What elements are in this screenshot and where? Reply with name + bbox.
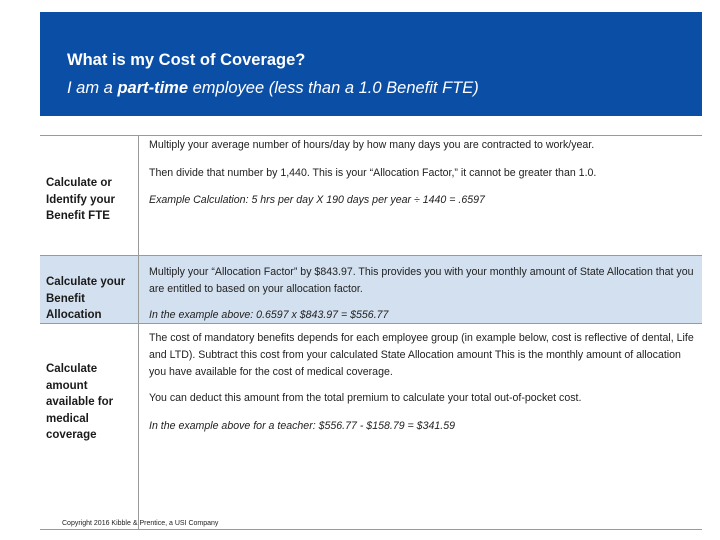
page-title: What is my Cost of Coverage? bbox=[67, 51, 306, 69]
example-text: In the example above for a teacher: $556.77 - $158.79 = $341.59 bbox=[149, 420, 455, 432]
row-text: The cost of mandatory benefits depends for each employee group (in example below, cost is reflective of dental, Life and LTD). Subtract this cost from your calculated State Allocation amount This is the monthly amount of allocation you have available for the cost of medical coverage. bbox=[149, 332, 694, 378]
table-row bbox=[40, 324, 702, 529]
row-label: Calculate or Identify your Benefit FTE bbox=[46, 177, 116, 222]
row-text: Then divide that number by 1,440. This is your “Allocation Factor,” it cannot be greater than 1.0. bbox=[149, 167, 597, 179]
row-text: Multiply your “Allocation Factor” by $843.97. This provides you with your monthly amount of State Allocation that you are entitled to based on your allocation factor. bbox=[149, 266, 694, 295]
title-banner bbox=[40, 12, 702, 116]
subtitle-prefix: I am a bbox=[67, 79, 118, 97]
subtitle-emphasis: part-time bbox=[117, 79, 189, 97]
page-subtitle bbox=[67, 79, 479, 98]
row-label: Calculate your Benefit Allocation bbox=[46, 276, 126, 321]
copyright-footer: Copyright 2016 Kibble & Prentice, a USI Company bbox=[62, 520, 219, 527]
table-row bbox=[40, 136, 702, 255]
coverage-steps-table bbox=[40, 135, 702, 530]
row-text: Multiply your average number of hours/day by how many days you are contracted to work/year. bbox=[149, 139, 595, 151]
example-text: In the example above: 0.6597 x $843.97 = $556.77 bbox=[149, 309, 389, 321]
row-label: Calculate amount available for medical coverage bbox=[46, 363, 114, 441]
table-row bbox=[40, 255, 702, 324]
subtitle-suffix: employee (less than a 1.0 Benefit FTE) bbox=[188, 79, 479, 97]
row-text: You can deduct this amount from the total premium to calculate your total out-of-pocket cost. bbox=[149, 392, 582, 404]
column-divider bbox=[138, 136, 139, 529]
example-text: Example Calculation: 5 hrs per day X 190 days per year ÷ 1440 = .6597 bbox=[149, 194, 485, 206]
